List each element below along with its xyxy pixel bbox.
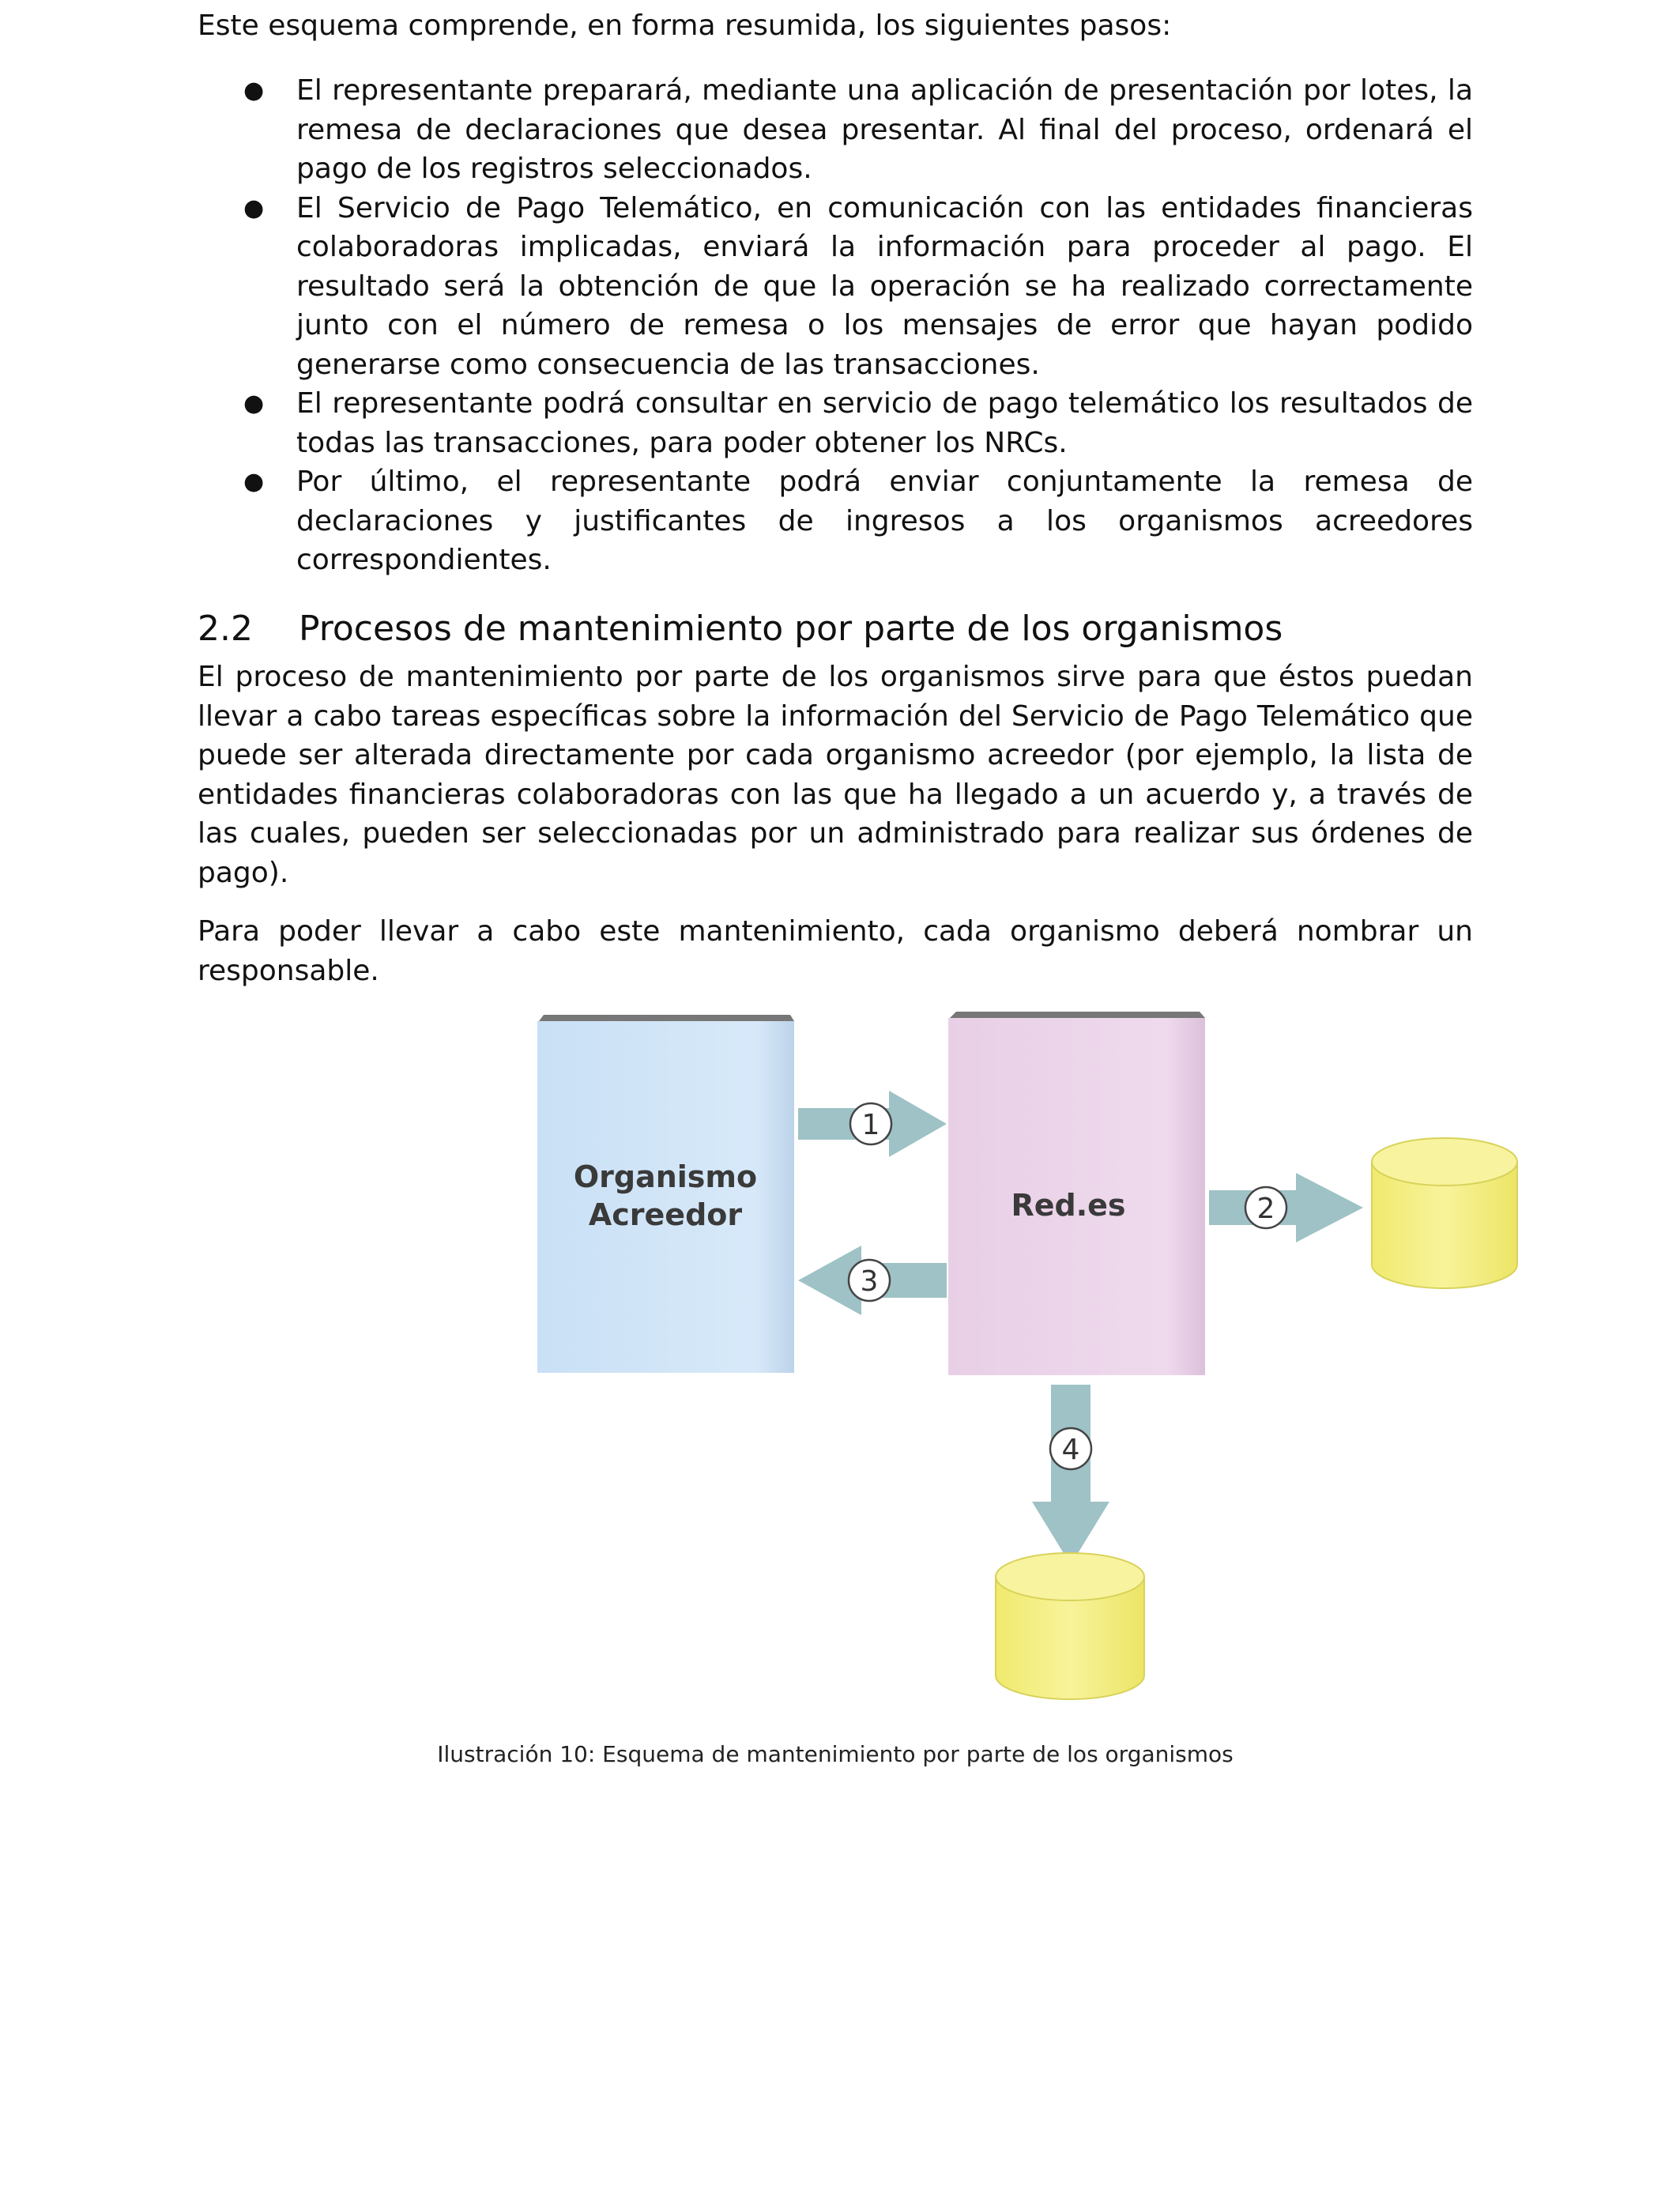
list-item-text: El representante podrá consultar en servicio de pago telemático los resultados de todas las transacciones, para poder obtener los NRCs. [296,387,1473,459]
section-title: Procesos de mantenimiento por parte de los organismos [299,609,1283,649]
organismo-label-line2: Acreedor [588,1197,743,1232]
database-icon [1372,1138,1517,1288]
bullet-icon: ● [243,468,265,496]
arrow-step-4 [1032,1385,1109,1565]
organismo-label-line1: Organismo [573,1159,758,1194]
maintenance-diagram [529,1012,1541,1707]
redes-box [948,1012,1205,1375]
steps-list [198,71,1473,580]
step-2-number: 2 [1256,1193,1275,1225]
step-1-number: 1 [861,1109,880,1141]
intro-paragraph: Este esquema comprende, en forma resumida, los siguientes pasos: [198,9,1172,42]
diagram-svg [529,1012,1541,1707]
list-item [198,462,1473,580]
list-item-text: El Servicio de Pago Telemático, en comunicación con las entidades financieras colaboradoras implicadas, enviará la información para proceder al pago. El resultado será la obtención de que la operación se ha realizado correctamente junto con el número de remesa o los mensajes de error que hayan podido generarse como consecuencia de las transacciones. [296,191,1473,381]
list-item [198,71,1473,189]
figure-caption: Ilustración 10: Esquema de mantenimiento por parte de los organismos [437,1741,1234,1767]
list-item [198,189,1473,385]
arrow-step-3 [798,1246,947,1315]
bullet-icon: ● [243,194,265,222]
organismo-acreedor-box [537,1015,794,1373]
redes-label: Red.es [1011,1188,1126,1223]
section-heading [198,605,1473,653]
arrow-step-1 [798,1091,947,1157]
step-3-number: 3 [860,1265,879,1298]
section-number: 2.2 [198,609,253,649]
body-paragraph: El proceso de mantenimiento por parte de los organismos sirve para que éstos puedan llevar a cabo tareas específicas sobre la información del Servicio de Pago Telemático que puede ser alterada directamente por cada organismo acreedor (por ejemplo, la lista de entidades financieras colaboradoras con las que ha llegado a un acuerdo y, a través de las cuales, pueden ser seleccionadas por un administrado para realizar sus órdenes de pago). [198,661,1473,889]
bullet-icon: ● [243,77,265,104]
body-paragraph: Para poder llevar a cabo este mantenimiento, cada organismo deberá nombrar un responsable. [198,915,1473,987]
list-item [198,384,1473,462]
database-icon [996,1553,1144,1699]
arrow-step-2 [1209,1173,1363,1242]
step-4-number: 4 [1061,1434,1080,1466]
list-item-text: El representante preparará, mediante una aplicación de presentación por lotes, la remesa de declaraciones que desea presentar. Al final del proceso, ordenará el pago de los registros seleccionados. [296,74,1473,185]
list-item-text: Por último, el representante podrá enviar conjuntamente la remesa de declaraciones y justificantes de ingresos a los organismos acreedores correspondientes. [296,466,1473,576]
bullet-icon: ● [243,390,265,417]
